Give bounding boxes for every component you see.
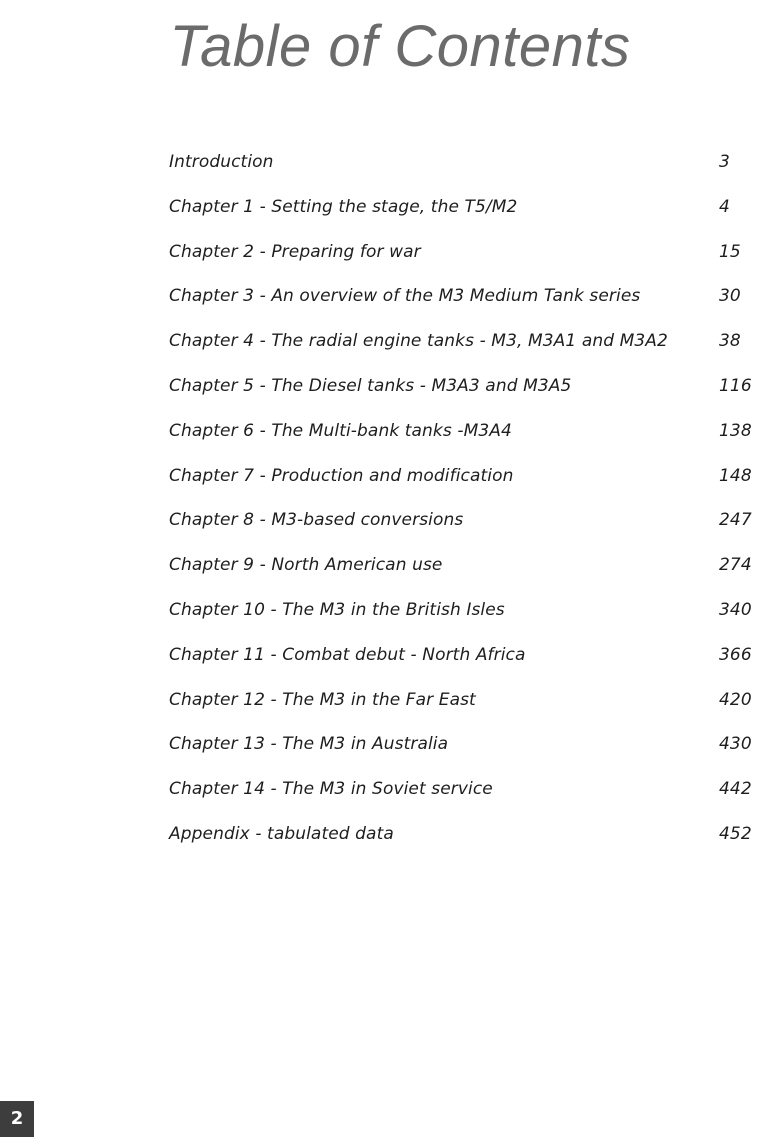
toc-entry-chapter-3[interactable]: [169, 279, 759, 324]
toc-entry-chapter-4[interactable]: [169, 324, 759, 369]
toc-entry-page: 148: [719, 465, 752, 486]
toc-entry-title: Chapter 10 - The M3 in the British Isles: [169, 599, 505, 620]
toc-entry-chapter-10[interactable]: [169, 593, 759, 638]
toc-entry-title: Chapter 8 - M3-based conversions: [169, 510, 464, 531]
toc-entry-page: 138: [719, 420, 752, 441]
toc-entry-title: Chapter 2 - Preparing for war: [169, 241, 421, 262]
toc-entry-title: Introduction: [169, 152, 274, 172]
toc-entry-chapter-1[interactable]: [169, 190, 759, 235]
toc-entry-chapter-5[interactable]: [169, 369, 759, 414]
toc-entry-chapter-12[interactable]: [169, 683, 759, 728]
toc-entry-page: 366: [719, 644, 752, 665]
toc-entry-page: 420: [719, 689, 752, 710]
toc-entry-title: Chapter 11 - Combat debut - North Africa: [169, 644, 526, 665]
toc-entry-title: Chapter 12 - The M3 in the Far East: [169, 689, 476, 710]
page-number: 2: [0, 1101, 34, 1137]
toc-entry-title: Chapter 7 - Production and modification: [169, 465, 514, 486]
toc-entry-title: Chapter 6 - The Multi-bank tanks -M3A4: [169, 420, 512, 441]
toc-entry-title: Chapter 9 - North American use: [169, 555, 443, 576]
page-title: Table of Contents: [169, 14, 631, 79]
toc-entry-title: Chapter 1 - Setting the stage, the T5/M2: [169, 196, 518, 217]
toc-entry-page: 274: [719, 555, 752, 576]
toc-entry-title: Chapter 4 - The radial engine tanks - M3, M3A1 and M3A2: [169, 331, 668, 352]
toc-entry-page: 3: [719, 152, 730, 172]
toc-entry-title: Chapter 5 - The Diesel tanks - M3A3 and M3A5: [169, 375, 572, 396]
toc-entry-introduction[interactable]: [169, 145, 759, 190]
toc-entry-page: 30: [719, 286, 741, 307]
toc-entry-title: Chapter 13 - The M3 in Australia: [169, 734, 449, 755]
toc-entry-chapter-2[interactable]: [169, 235, 759, 280]
toc-entry-chapter-7[interactable]: [169, 459, 759, 504]
toc-entry-chapter-14[interactable]: [169, 772, 759, 817]
toc-entry-chapter-6[interactable]: [169, 414, 759, 459]
toc-entry-page: 430: [719, 734, 752, 755]
toc-entry-appendix[interactable]: [169, 817, 759, 862]
toc-entry-title: Chapter 3 - An overview of the M3 Medium Tank series: [169, 286, 641, 307]
toc-entry-page: 452: [719, 823, 752, 844]
toc-entry-page: 116: [719, 375, 752, 396]
toc-entry-page: 442: [719, 779, 752, 800]
toc-entry-title: Appendix - tabulated data: [169, 823, 394, 844]
toc-entry-title: Chapter 14 - The M3 in Soviet service: [169, 779, 493, 800]
toc-entry-page: 38: [719, 331, 741, 352]
toc-entry-chapter-13[interactable]: [169, 727, 759, 772]
toc-entry-page: 4: [719, 196, 730, 217]
toc-entry-page: 247: [719, 510, 752, 531]
toc-entry-chapter-11[interactable]: [169, 638, 759, 683]
table-of-contents: [169, 145, 759, 862]
toc-entry-chapter-8[interactable]: [169, 503, 759, 548]
toc-entry-page: 340: [719, 599, 752, 620]
toc-entry-chapter-9[interactable]: [169, 548, 759, 593]
toc-entry-page: 15: [719, 241, 741, 262]
